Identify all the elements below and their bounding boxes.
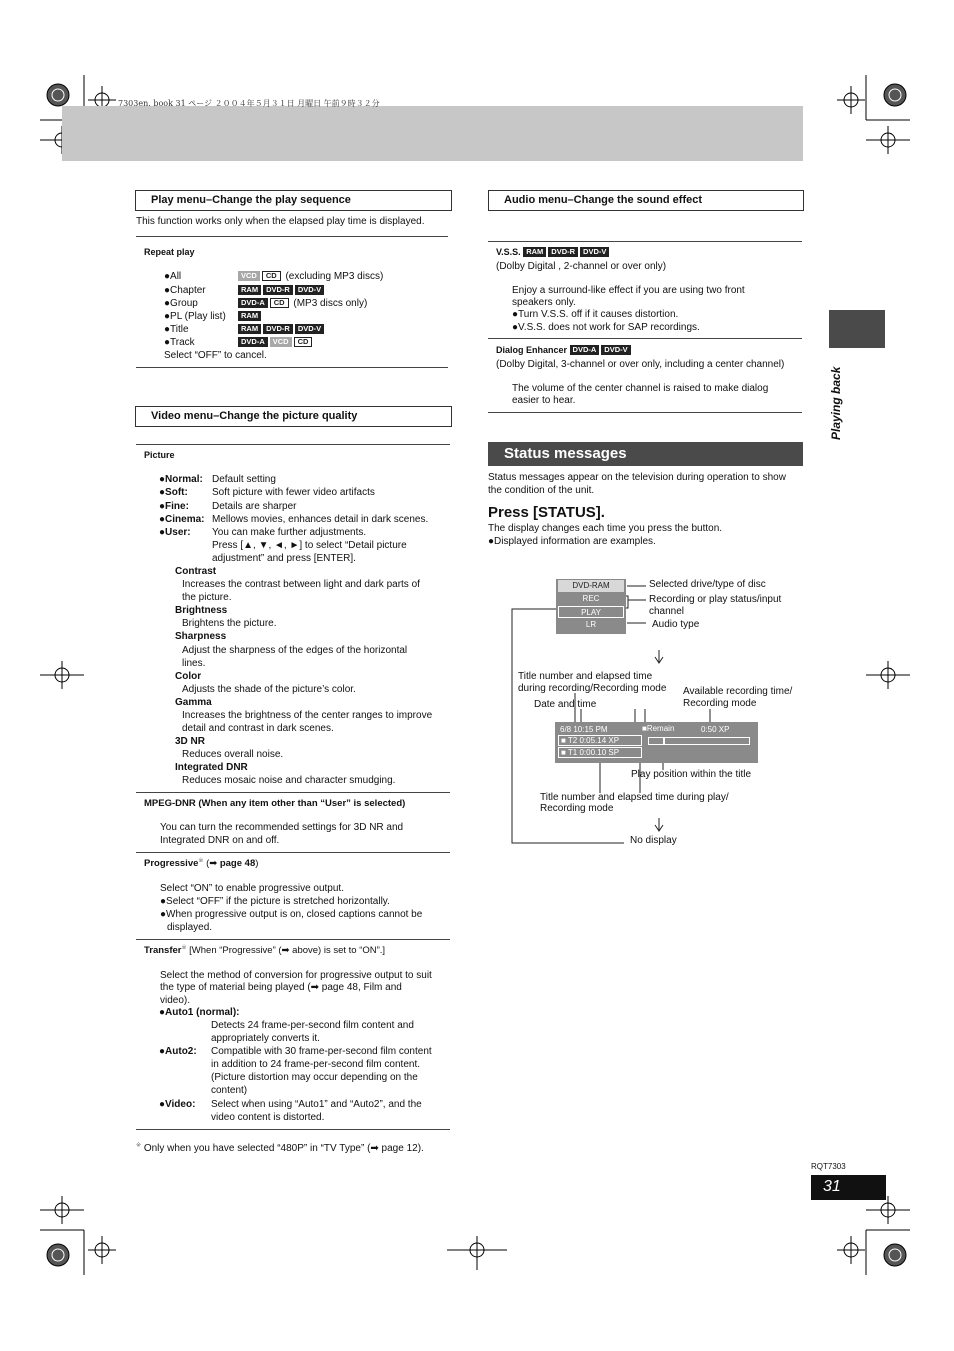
gamma-desc-1: Increases the brightness of the center ranges to improve bbox=[182, 710, 433, 721]
dialog-desc-1: The volume of the center channel is raised to make dialog bbox=[512, 383, 769, 394]
side-tab bbox=[829, 310, 885, 348]
vss-title: V.S.S. RAM DVD-R DVD-V bbox=[496, 247, 611, 259]
progressive-desc-4: displayed. bbox=[167, 922, 213, 933]
label-rec-2: channel bbox=[649, 606, 685, 617]
repeat-row-title: ●Title bbox=[164, 324, 189, 335]
repeat-row-group-badges: DVD-A CD (MP3 discs only) bbox=[238, 297, 367, 310]
status-display-2 bbox=[555, 722, 758, 763]
repeat-row-group: ●Group bbox=[164, 298, 198, 309]
progressive-desc-3: ●When progressive output is on, closed captions cannot be bbox=[160, 909, 423, 920]
status-intro-2: the condition of the unit. bbox=[488, 485, 595, 496]
osd-play: PLAY bbox=[558, 606, 624, 618]
repeat-cancel: Select “OFF” to cancel. bbox=[164, 350, 267, 361]
mode-user-key: ●User: bbox=[159, 527, 191, 538]
osd-t2: ■ T2 0:05.14 XP bbox=[558, 735, 642, 746]
auto1-desc-2: appropriately converts it. bbox=[211, 1033, 320, 1044]
book-line: 7303en. book 31 ページ ２００４年５月３１日 月曜日 午前９時３２分 bbox=[118, 99, 380, 108]
repeat-row-track-badges: DVD-A VCD CD bbox=[238, 336, 314, 349]
status-messages-heading: Status messages bbox=[488, 442, 803, 466]
status-display-1 bbox=[556, 579, 626, 634]
mpeg-dnr-desc-2: Integrated DNR on and off. bbox=[160, 835, 280, 846]
doc-code: RQT7303 bbox=[811, 1162, 846, 1171]
auto2-label: ●Auto2: bbox=[159, 1046, 197, 1057]
transfer-desc-1: Select the method of conversion for progressive output to suit bbox=[160, 970, 432, 981]
audio-menu-title: Audio menu–Change the sound effect bbox=[488, 190, 804, 211]
label-title-rec-1: Title number and elapsed time bbox=[518, 671, 653, 682]
sharpness-desc-2: lines. bbox=[182, 658, 206, 669]
color-desc: Adjusts the shade of the picture’s color. bbox=[182, 684, 356, 695]
play-menu-title: Play menu–Change the play sequence bbox=[135, 190, 452, 211]
vss-desc-3: ●Turn V.S.S. off if it causes distortion. bbox=[512, 309, 679, 320]
video-desc-2: video content is distorted. bbox=[211, 1112, 325, 1123]
label-play-position: Play position within the title bbox=[631, 769, 752, 780]
auto2-desc-1: Compatible with 30 frame-per-second film content bbox=[211, 1046, 432, 1057]
repeat-row-all-badges: VCD CD (excluding MP3 discs) bbox=[238, 270, 383, 283]
video-label: ●Video: bbox=[159, 1099, 196, 1110]
progressive-title: Progressive※ (➡ page 48) bbox=[144, 858, 259, 870]
osd-t1: ■ T1 0:00.10 SP bbox=[558, 747, 642, 758]
mpeg-dnr-desc-1: You can turn the recommended settings for 3D NR and bbox=[160, 822, 404, 833]
transfer-desc-2: the type of material being played (➡ page 48, Film and bbox=[160, 982, 402, 993]
osd-remain-value: 0:50 XP bbox=[701, 725, 730, 734]
repeat-row-pl-badges: RAM bbox=[238, 310, 263, 323]
mode-cinema-value: Mellows movies, enhances detail in dark scenes. bbox=[212, 514, 429, 525]
osd-remain: ■Remain bbox=[642, 724, 675, 733]
cd-badge: CD bbox=[262, 271, 281, 281]
label-avail-1: Available recording time/ bbox=[683, 686, 793, 697]
page-number: 31 bbox=[811, 1175, 886, 1200]
osd-rec: REC bbox=[582, 594, 600, 603]
video-desc-1: Select when using “Auto1” and “Auto2”, and the bbox=[211, 1099, 422, 1110]
brightness-label: Brightness bbox=[175, 605, 228, 616]
press-desc-1: The display changes each time you press the button. bbox=[488, 523, 723, 534]
mode-soft-key: ●Soft: bbox=[159, 487, 188, 498]
dnr-desc: Reduces mosaic noise and character smudging. bbox=[182, 775, 396, 786]
nr-label: 3D NR bbox=[175, 736, 206, 747]
press-status-heading: Press [STATUS]. bbox=[488, 504, 605, 521]
transfer-desc-3: video). bbox=[160, 995, 191, 1006]
auto2-desc-3: (Picture distortion may occur depending on the bbox=[211, 1072, 418, 1083]
vss-desc-4: ●V.S.S. does not work for SAP recordings. bbox=[512, 322, 700, 333]
side-label: Playing back bbox=[829, 366, 843, 440]
repeat-play-label: Repeat play bbox=[144, 247, 195, 257]
label-drive: Selected drive/type of disc bbox=[649, 579, 766, 590]
repeat-row-title-badges: RAM DVD-R DVD-V bbox=[238, 323, 326, 336]
progressive-desc-2: ●Select “OFF” if the picture is stretched horizontally. bbox=[160, 896, 390, 907]
label-date: Date and time bbox=[534, 699, 597, 710]
repeat-row-chapter-badges: RAM DVD-R DVD-V bbox=[238, 284, 326, 297]
label-title-rec-2: during recording/Recording mode bbox=[518, 683, 667, 694]
repeat-row-pl: ●PL (Play list) bbox=[164, 311, 226, 322]
dialog-title: Dialog Enhancer DVD-A DVD-V bbox=[496, 345, 633, 357]
mpeg-dnr-title: MPEG-DNR (When any item other than “User” is selected) bbox=[144, 798, 406, 809]
dialog-desc-2: easier to hear. bbox=[512, 395, 576, 406]
play-menu-intro: This function works only when the elapsed play time is displayed. bbox=[136, 216, 425, 227]
osd-date: 6/8 10:15 PM bbox=[560, 725, 608, 734]
contrast-desc-1: Increases the contrast between light and dark parts of bbox=[182, 579, 420, 590]
label-no-display: No display bbox=[630, 835, 677, 846]
status-intro-1: Status messages appear on the television during operation to show bbox=[488, 472, 786, 483]
nr-desc: Reduces overall noise. bbox=[182, 749, 284, 760]
sharpness-label: Sharpness bbox=[175, 631, 227, 642]
gamma-desc-2: detail and contrast in dark scenes. bbox=[182, 723, 334, 734]
repeat-row-track: ●Track bbox=[164, 337, 195, 348]
auto2-desc-4: content) bbox=[211, 1085, 248, 1096]
mode-normal-key: ●Normal: bbox=[159, 474, 203, 485]
label-avail-2: Recording mode bbox=[683, 698, 757, 709]
vss-desc-1: Enjoy a surround-like effect if you are using two front bbox=[512, 285, 745, 296]
auto1-label: ●Auto1 (normal): bbox=[159, 1007, 240, 1018]
footnote: ※ Only when you have selected “480P” in “TV Type” (➡ page 12). bbox=[136, 1142, 424, 1154]
label-rec-1: Recording or play status/input bbox=[649, 594, 782, 605]
picture-label: Picture bbox=[144, 450, 175, 460]
dnr-label: Integrated DNR bbox=[175, 762, 248, 773]
vcd-badge: VCD bbox=[238, 271, 260, 281]
sharpness-desc-1: Adjust the sharpness of the edges of the horizontal bbox=[182, 645, 408, 656]
repeat-row-chapter: ●Chapter bbox=[164, 285, 206, 296]
press-desc-2: ●Displayed information are examples. bbox=[488, 536, 656, 547]
mode-normal-value: Default setting bbox=[212, 474, 276, 485]
osd-position-bar bbox=[648, 737, 750, 745]
auto2-desc-2: in addition to 24 frame-per-second film content. bbox=[211, 1059, 420, 1070]
mode-fine-key: ●Fine: bbox=[159, 501, 189, 512]
progressive-desc-1: Select “ON” to enable progressive output. bbox=[160, 883, 344, 894]
repeat-row-all: ●All bbox=[164, 271, 182, 282]
label-title-play-1: Title number and elapsed time during play/ bbox=[540, 792, 729, 803]
transfer-title: Transfer※ [When “Progressive” (➡ above) is set to “ON”.] bbox=[144, 945, 386, 957]
auto1-desc-1: Detects 24 frame-per-second film content and bbox=[211, 1020, 414, 1031]
user-detail-1: Press [▲, ▼, ◄, ►] to select “Detail picture bbox=[212, 540, 407, 551]
vss-cond: (Dolby Digital , 2-channel or over only) bbox=[496, 261, 667, 272]
mode-user-value: You can make further adjustments. bbox=[212, 527, 367, 538]
osd-position-marker bbox=[663, 737, 665, 745]
mode-cinema-key: ●Cinema: bbox=[159, 514, 205, 525]
contrast-label: Contrast bbox=[175, 566, 217, 577]
label-title-play-2: Recording mode bbox=[540, 803, 614, 814]
mode-soft-value: Soft picture with fewer video artifacts bbox=[212, 487, 375, 498]
mode-fine-value: Details are sharper bbox=[212, 501, 297, 512]
osd-drive: DVD-RAM bbox=[558, 580, 624, 592]
user-detail-2: adjustment” and press [ENTER]. bbox=[212, 553, 356, 564]
dialog-cond: (Dolby Digital, 3-channel or over only, including a center channel) bbox=[496, 359, 785, 370]
label-audio: Audio type bbox=[652, 619, 700, 630]
video-menu-title: Video menu–Change the picture quality bbox=[135, 406, 452, 427]
color-label: Color bbox=[175, 671, 202, 682]
vss-desc-2: speakers only. bbox=[512, 297, 576, 308]
contrast-desc-2: the picture. bbox=[182, 592, 232, 603]
osd-audio: LR bbox=[585, 620, 597, 629]
brightness-desc: Brightens the picture. bbox=[182, 618, 277, 629]
gamma-label: Gamma bbox=[175, 697, 212, 708]
